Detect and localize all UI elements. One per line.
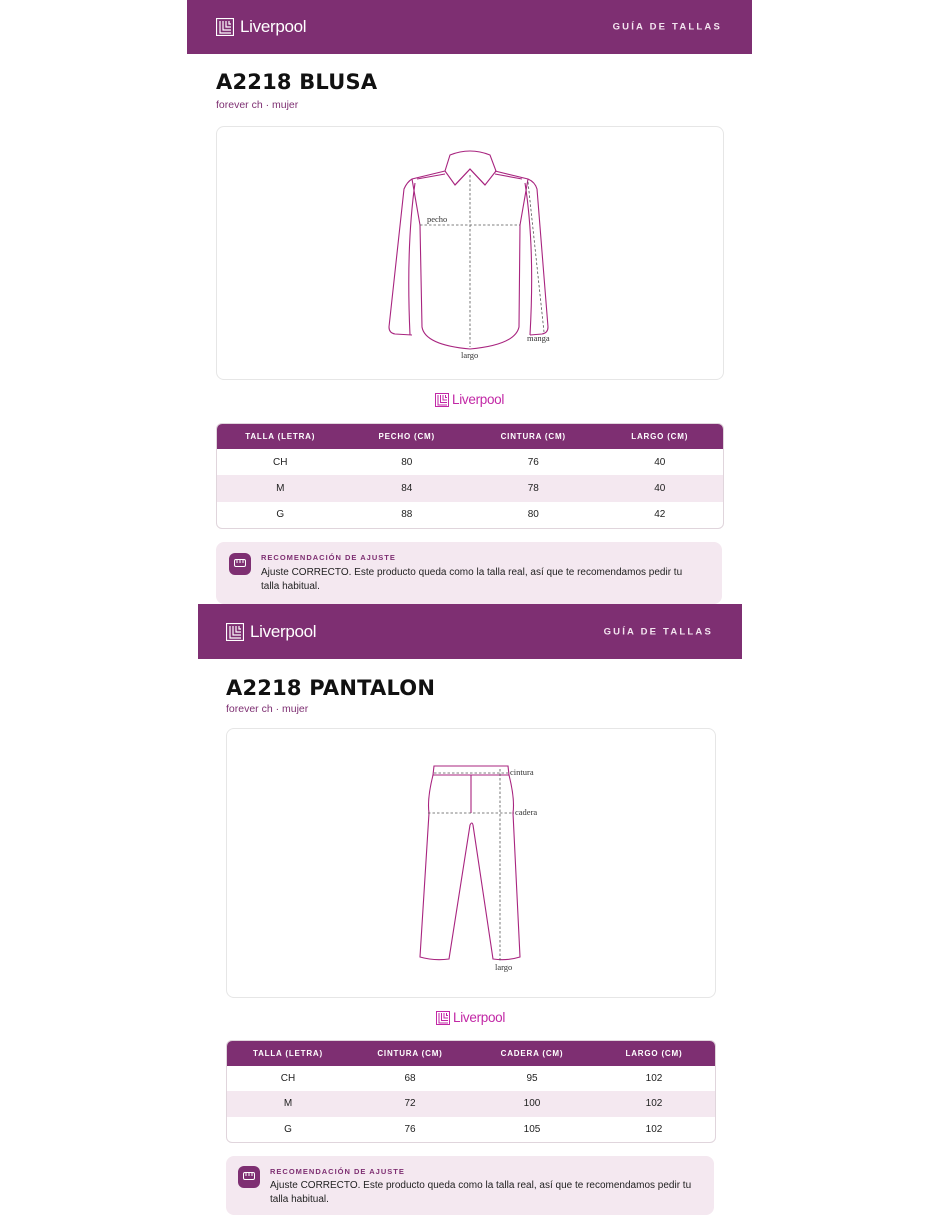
table-cell: G (284, 1123, 292, 1135)
liverpool-brandmark-icon (436, 1011, 450, 1025)
table-cell: 76 (404, 1123, 416, 1135)
label-manga: manga (527, 333, 550, 343)
brandmark-text: Liverpool (453, 1010, 506, 1025)
table-cell: 105 (523, 1123, 541, 1135)
label-largo: largo (495, 962, 513, 972)
table-cell: G (276, 509, 285, 521)
table-row (227, 1066, 715, 1091)
column-header: TALLA (LETRA) (253, 1049, 323, 1058)
table-cell: 80 (527, 509, 539, 521)
table-row (217, 475, 723, 501)
blusa-diagram (217, 127, 723, 379)
logo-text: Liverpool (250, 621, 317, 641)
product-subtitle: forever ch · mujer (216, 99, 299, 111)
pantalon-diagram (227, 729, 715, 997)
column-header: CINTURA (CM) (377, 1049, 443, 1058)
recommendation-label: RECOMENDACIÓN DE AJUSTE (261, 553, 396, 562)
column-header: LARGO (CM) (625, 1049, 683, 1058)
recommendation-text: Ajuste CORRECTO. Este producto queda como la talla real, así que te recomendamos pedir tu talla habitual. (261, 567, 683, 592)
liverpool-brandmark-icon (435, 393, 449, 407)
fit-recommendation (216, 542, 722, 604)
pantalon-outline (420, 766, 520, 960)
guide-header (187, 0, 752, 54)
table-header (217, 424, 723, 449)
table-cell: 102 (645, 1098, 663, 1110)
table-cell: 42 (654, 509, 666, 521)
table-cell: 76 (527, 456, 539, 468)
brandmark-text: Liverpool (452, 392, 505, 407)
recommendation-text: Ajuste CORRECTO. Este producto queda como la talla real, así que te recomendamos pedir tu talla habitual. (270, 1180, 692, 1205)
table-cell: M (283, 1098, 293, 1110)
table-cell: 100 (523, 1098, 541, 1110)
column-header: TALLA (LETRA) (245, 432, 316, 441)
size-table (226, 1040, 716, 1143)
liverpool-brandmark (435, 392, 504, 407)
table-cell: 88 (401, 509, 413, 521)
label-pecho: pecho (427, 214, 448, 224)
liverpool-logo[interactable] (226, 622, 316, 642)
recommendation-label: RECOMENDACIÓN DE AJUSTE (270, 1167, 405, 1176)
guide-header (198, 604, 742, 659)
size-guide-pantalon (198, 604, 742, 1215)
label-cadera: cadera (515, 807, 538, 817)
table-cell: 102 (645, 1073, 663, 1085)
table-cell: 40 (654, 482, 666, 494)
table-cell: 78 (527, 482, 539, 494)
label-cintura: cintura (510, 767, 534, 777)
table-cell: M (276, 482, 285, 494)
blusa-outline (389, 151, 548, 349)
table-row (227, 1117, 715, 1142)
measure-lines (420, 175, 544, 347)
liverpool-logo[interactable] (216, 17, 306, 37)
table-cell: 102 (645, 1123, 663, 1135)
ruler-icon (229, 553, 251, 575)
label-largo: largo (461, 350, 479, 360)
table-cell: 84 (401, 482, 413, 494)
column-header: CINTURA (CM) (500, 432, 566, 441)
liverpool-logo-icon (216, 18, 234, 36)
column-header: PECHO (CM) (378, 432, 435, 441)
logo-text: Liverpool (240, 17, 307, 36)
table-cell: CH (280, 1073, 296, 1085)
table-cell: 95 (526, 1073, 538, 1085)
product-title: A2218 BLUSA (216, 70, 378, 94)
column-header: LARGO (CM) (631, 432, 689, 441)
header-section-label: GUÍA DE TALLAS (612, 21, 722, 33)
table-cell: 72 (404, 1098, 416, 1110)
table-cell: 80 (401, 456, 413, 468)
ruler-icon (238, 1166, 260, 1188)
table-cell: 68 (404, 1073, 416, 1085)
table-row (217, 449, 723, 475)
garment-diagram (216, 126, 724, 380)
product-title: A2218 PANTALON (226, 676, 436, 700)
liverpool-brandmark (436, 1010, 505, 1025)
header-section-label: GUÍA DE TALLAS (603, 626, 713, 637)
liverpool-logo-icon (226, 623, 244, 641)
manga-line (528, 182, 544, 332)
column-header: CADERA (CM) (500, 1049, 564, 1058)
table-header (227, 1041, 715, 1066)
garment-diagram (226, 728, 716, 998)
size-guide-blusa (187, 0, 752, 604)
table-cell: 40 (654, 456, 666, 468)
fit-recommendation (226, 1156, 714, 1215)
table-row (227, 1091, 715, 1116)
table-row (217, 502, 723, 528)
size-table (216, 423, 724, 529)
table-cell: CH (273, 456, 288, 468)
product-subtitle: forever ch · mujer (226, 703, 309, 715)
